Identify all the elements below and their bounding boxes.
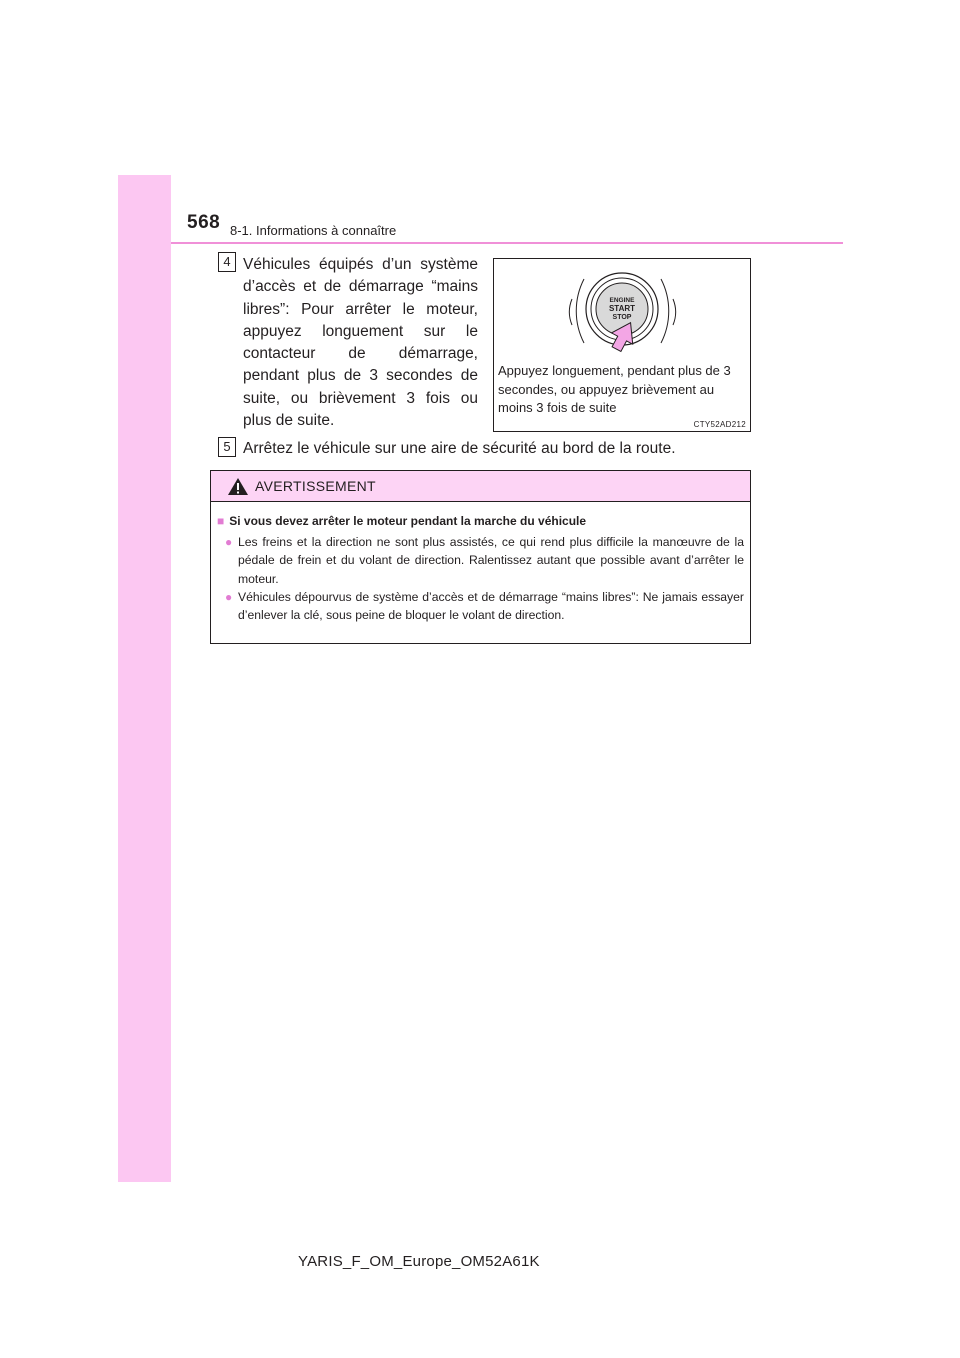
chapter-title: 8-1. Informations à connaître <box>230 223 397 238</box>
header-rule <box>171 242 843 244</box>
step-number-4: 4 <box>218 252 236 272</box>
side-tab-band <box>118 175 171 1182</box>
step-4-text: Véhicules équipés d’un système d’accès et de démarrage “mains libres”: Pour arrêter le moteur, appuyez longuement sur le contacteur de démarrage, pendant plus de 3 secondes de suite, ou brièvement 3 fois ou plus de suite. <box>243 256 478 430</box>
footer-document-id: YARIS_F_OM_Europe_OM52A61K <box>298 1253 540 1270</box>
warning-bullet-text: Véhicules dépourvus de système d’accès et de démarrage “mains libres”: Ne jamais essayer d’enlever la clé, sous peine de bloquer le volant de direction. <box>238 590 744 623</box>
square-bullet-icon: ■ <box>217 514 225 528</box>
figure-caption: Appuyez longuement, pendant plus de 3 secondes, ou appuyez brièvement au moins 3 fois de suite <box>498 363 731 415</box>
start-stop-illustration <box>493 258 751 432</box>
step-5-text: Arrêtez le véhicule sur une aire de sécurité au bord de la route. <box>243 440 676 457</box>
warning-bullet-text: Les freins et la direction ne sont plus assistés, ce qui rend plus difficile la manœuvre de la pédale de frein et du volant de direction. Ralentissez autant que possible avant d’arrêter le moteur. <box>238 535 744 586</box>
warning-subheading <box>217 514 586 528</box>
warning-box <box>210 470 751 644</box>
page-number: 568 <box>187 212 221 233</box>
step-number-5: 5 <box>218 437 236 457</box>
warning-header <box>211 471 750 502</box>
button-label-stop: STOP <box>612 314 632 321</box>
figure-code: CTY52AD212 <box>693 420 746 429</box>
warning-triangle-icon <box>227 477 249 496</box>
bullet-dot-icon: ● <box>225 535 233 549</box>
warning-bullet <box>225 533 744 588</box>
warning-title: AVERTISSEMENT <box>255 478 376 494</box>
button-label-start: START <box>608 304 636 313</box>
bullet-dot-icon: ● <box>225 590 233 604</box>
warning-subheading-text: Si vous devez arrêter le moteur pendant la marche du véhicule <box>229 514 587 528</box>
warning-bullet <box>225 588 744 625</box>
button-label-engine: ENGINE <box>609 297 635 304</box>
